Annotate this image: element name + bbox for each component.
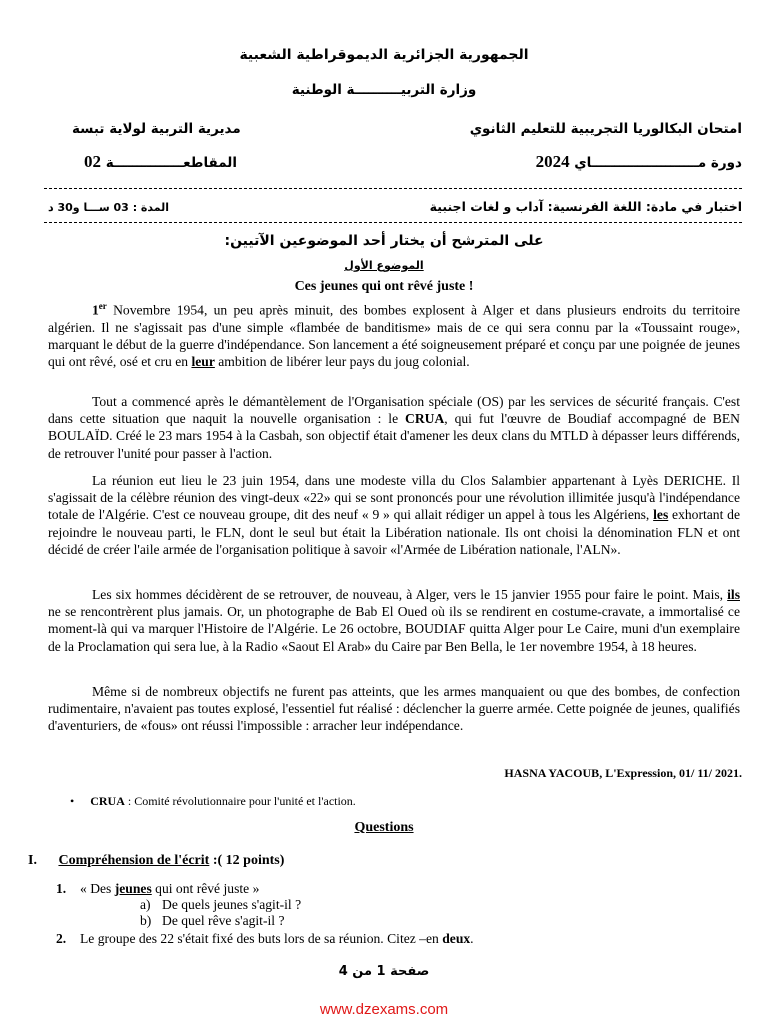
keyword-crua: CRUA bbox=[405, 411, 445, 427]
section-header bbox=[28, 852, 284, 869]
article-paragraph-3: La réunion eut lieu le 23 juin 1954, dans une modeste villa du Clos Salambier appartenant à Lyès DERICHE. Il s'agissait de la célèbre réunion des vingt-deux «22» qui se sont prononcés pour une révolution illimitée jusqu'à l'indépendance totale de l'Algérie. C'est ce nouveau groupe, dit des neuf « 9 » qui allait rédiger un appel à tous les Algériens, les exhortant de rejoindre le nouveau parti, le FLN, dont le seul but était la Libération nationale. Ils ont choisi la dénomination FLN et ont décidé de créer l'aile armée de l'organisation politique à savoir «l'Armée de Libération nationale, l'ALN». bbox=[48, 473, 741, 557]
bullet-icon: • bbox=[70, 794, 75, 808]
duration bbox=[48, 201, 169, 214]
district bbox=[84, 152, 237, 172]
question-1: 1. « Des jeunes qui ont rêvé juste » bbox=[56, 881, 260, 896]
website-link[interactable]: www.dzexams.com bbox=[319, 1001, 449, 1018]
article-title: Ces jeunes qui ont rêvé juste ! bbox=[294, 279, 474, 294]
duration-label: المدة : bbox=[132, 201, 170, 214]
exam-title: امتحان البكالوريا التجريبية للتعليم الثانوي bbox=[469, 121, 742, 137]
keyword-leur: leur bbox=[191, 354, 215, 370]
session-year: 2024 bbox=[535, 152, 570, 171]
footnote bbox=[70, 794, 356, 809]
questions-heading: Questions bbox=[354, 820, 414, 835]
duration-value: 03 ســـا و30 د bbox=[48, 201, 129, 214]
keyword-deux: deux bbox=[442, 931, 471, 946]
topic-label: الموضوع الأول bbox=[344, 259, 424, 272]
subject: اختبار في مادة: اللغة الفرنسية: آداب و لغات اجنبية bbox=[429, 199, 742, 214]
article-paragraph-2: Tout a commencé après le démantèlement de l'Organisation spéciale (OS) par les services de sécurité français. C'est dans cette situation que naquit la nouvelle organisation : le CRUA, qui fut l'œuvre de Boudiaf accompagné de BEN BOULAÏD. Créé le 23 mars 1954 à la Casbah, son objectif était d'amener les deux clans du MTLD à dépasser leurs différends, de retrouver l'unité pour passer à l'action. bbox=[48, 394, 740, 461]
district-label: المقاطعـــــــــــــــة bbox=[105, 155, 237, 171]
session bbox=[536, 152, 742, 172]
footnote-term: CRUA bbox=[90, 794, 125, 808]
page-number: صفحة 1 من 4 bbox=[338, 964, 430, 979]
district-number: 02 bbox=[84, 152, 101, 171]
keyword-les: les bbox=[653, 507, 669, 523]
footnote-definition: : Comité révolutionnaire pour l'unité et l'action. bbox=[124, 794, 356, 808]
section-points: :( 12 points) bbox=[209, 853, 285, 868]
question-2: 2. Le groupe des 22 s'était fixé des buts lors de sa réunion. Citez –en deux. bbox=[56, 931, 474, 946]
header-divider-top bbox=[44, 188, 742, 189]
article-source: HASNA YACOUB, L'Expression, 01/ 11/ 2021. bbox=[504, 766, 742, 780]
ministry-title: وزارة التربيــــــــــة الوطنية bbox=[291, 82, 477, 98]
section-number: I. bbox=[28, 853, 37, 868]
section-title: Compréhension de l'écrit bbox=[58, 853, 210, 868]
date-number: 1 bbox=[92, 302, 99, 318]
question-1a: a) De quels jeunes s'agit-il ? bbox=[140, 897, 302, 912]
directorate: مديرية التربية لولاية تبسة bbox=[72, 121, 241, 137]
question-1b: b) De quel rêve s'agit-il ? bbox=[140, 913, 285, 928]
date-ordinal: er bbox=[98, 301, 107, 311]
header-divider-bottom bbox=[44, 222, 742, 223]
article-paragraph-4: Les six hommes décidèrent de se retrouver, de nouveau, à Alger, vers le 15 janvier 1955 pour faire le point. Mais, ils ne se rencontrèrent plus jamais. Or, un photographe de Bab El Oued où ils se rendirent en costume-cravate, a immortalisé ce moment-là qui va marquer l'Histoire de l'Algérie. Le 26 octobre, BOUDIAF quitta Alger pour Le Caire, muni d'un exemplaire de la Proclamation qui sera lue, à la Radio «Saout El Arab» du Caire par Ben Bella, le 1er novembre 1954, à 18 heures. bbox=[48, 587, 740, 654]
keyword-jeunes: jeunes bbox=[114, 881, 152, 896]
article-paragraph-1: 1er Novembre 1954, un peu après minuit, des bombes explosent à Alger et dans plusieurs endroits du territoire algérien. Il ne s'agissait pas d'une simple «flambée de banditisme» mais de ce qui sera connu par la «Toussaint rouge», marquant le début de la guerre d'indépendance. Son lancement a été soigneusement préparé et conçu par une poignée de jeunes qui ont rêvé, osé et cru en leur ambition de libérer leur pays du joug colonial. bbox=[48, 301, 740, 370]
keyword-ils: ils bbox=[727, 587, 740, 602]
session-label: دورة مـــــــــــــــــــــــاي bbox=[574, 155, 742, 171]
instruction: على المترشح أن يختار أحد الموضوعين الآتيين: bbox=[224, 233, 544, 249]
republic-title: الجمهورية الجزائرية الديموقراطية الشعبية bbox=[239, 47, 529, 63]
article-paragraph-5: Même si de nombreux objectifs ne furent pas atteints, que les armes manquaient ou que des bombes, de confection rudimentaire, n'avaient pas toutes explosé, l'essentiel fut réalisé : déclencher la guerre armée. Cette poignée de jeunes, qualifiés d'aventuriers, de «fous» ont réussi l'impossible : arracher leur indépendance. bbox=[48, 684, 740, 734]
